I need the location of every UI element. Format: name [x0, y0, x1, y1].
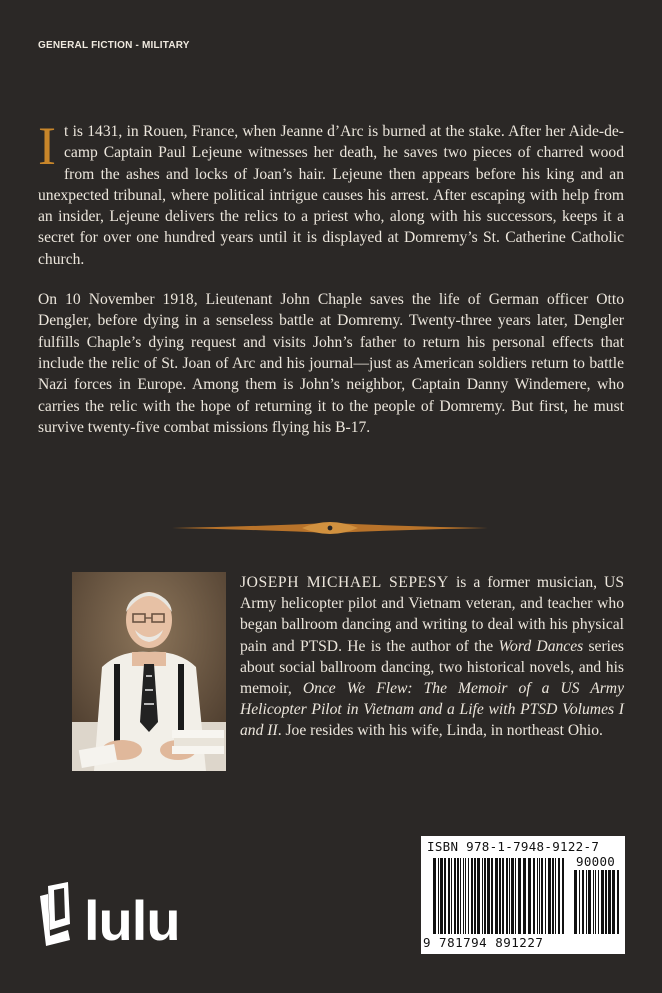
barcode-bar [545, 858, 546, 934]
barcode-bar [471, 858, 473, 934]
barcode-bar [487, 858, 490, 934]
barcode-bar [506, 858, 508, 934]
author-name: JOSEPH MICHAEL SEPESY [240, 574, 449, 591]
barcode-bar [537, 858, 538, 934]
barcode-bar [595, 870, 596, 934]
barcode-bar [463, 858, 464, 934]
barcode-bar [444, 858, 446, 934]
barcode-bar [601, 870, 604, 934]
author-photo [72, 572, 226, 771]
barcode-bar [523, 858, 526, 934]
barcode-bar [605, 870, 607, 934]
drop-cap: I [38, 116, 56, 176]
ean13-bars [433, 858, 564, 934]
barcode-bar [574, 870, 577, 934]
barcode-bar [539, 858, 540, 934]
barcode-bar [593, 870, 594, 934]
barcode-bar [438, 858, 439, 934]
price-code: 90000 [576, 854, 616, 869]
barcode-bar [552, 858, 554, 934]
barcode-bar [582, 870, 584, 934]
barcode-bar [474, 858, 476, 934]
barcode-bar [558, 858, 560, 934]
barcode-bar [465, 858, 466, 934]
barcode-bar [484, 858, 486, 934]
bio-text-3: . Joe resides with his wife, Linda, in northeast Ohio. [277, 722, 603, 740]
barcode-bar [482, 858, 483, 934]
barcode-bar [451, 858, 452, 934]
barcode-bar [457, 858, 459, 934]
barcode-bar [495, 858, 498, 934]
isbn-barcode [421, 836, 625, 954]
blurb-paragraph-1-text: t is 1431, in Rouen, France, when Jeanne d’Arc is burned at the stake. After her Aide-de-camp Captain Paul Lejeune witnesses her death, he saves two pieces of charred wood from the ashes and locks of Joan’s hair. Lejeune then appears before his king and an unexpected tribunal, where political intrigue causes his arrest. After escaping with help from an insider, Lejeune delivers the relics to a priest who, along with his successors, keeps it a secret for over one hundred years until it is displayed at Domremy’s St. Catherine Catholic church. [38, 123, 624, 268]
barcode-bar [579, 870, 580, 934]
barcode-bar [528, 858, 531, 934]
barcode-bar [499, 858, 501, 934]
author-bio [240, 572, 624, 742]
barcode-bar [612, 870, 615, 934]
book-blurb [38, 116, 624, 457]
barcode-bar [448, 858, 450, 934]
barcode-bar [598, 870, 599, 934]
isbn-label: ISBN 978-1-7948-9122-7 [427, 839, 600, 854]
barcode-bar [509, 858, 510, 934]
lulu-logo [38, 880, 228, 950]
barcode-bar [518, 858, 521, 934]
barcode-bar [460, 858, 461, 934]
blurb-paragraph-1 [38, 116, 624, 270]
ornamental-divider [170, 521, 490, 535]
barcode-bar [477, 858, 480, 934]
barcode-bar [502, 858, 504, 934]
barcode-bar [491, 858, 493, 934]
barcode-bar [533, 858, 535, 934]
barcode-bar [588, 870, 591, 934]
barcode-bar [454, 858, 456, 934]
barcode-bar [548, 858, 551, 934]
addon-bars [574, 870, 619, 934]
barcode-bar [617, 870, 619, 934]
barcode-bar [541, 858, 543, 934]
barcode-digits: 9 781794 891227 [423, 935, 544, 950]
blurb-paragraph-2: On 10 November 1918, Lieutenant John Chaple saves the life of German officer Otto Dengler, before dying in a senseless battle at Domremy. Twenty-three years later, Dengler fulfills Chaple’s dying request and visits John’s father to return his personal effects that include the relic of St. Joan of Arc and his journal—just as American soldiers return to battle Nazi forces in Europe. Among them is John’s neighbor, Captain Danny Windemere, who carries the relic with the hope of returning it to the people of Domremy. But first, he must survive twenty-five combat missions flying his B-17. [38, 291, 624, 436]
barcode-bar [440, 858, 443, 934]
series-title: Word Dances [498, 637, 584, 655]
lulu-book-icon [40, 882, 70, 946]
bio-text-1: is a former musician, US Army helicopter pilot and Vietnam veteran, and teacher who began ballroom dancing and writing to deal with his physical pain and PTSD. He is the author of the [240, 574, 624, 655]
barcode-bar [433, 858, 436, 934]
barcode-bar [562, 858, 564, 934]
barcode-bar [586, 870, 587, 934]
logo-wordmark: lulu [84, 889, 180, 950]
memoir-title: Once We Flew: The Memoir of a US Army Helicopter Pilot in Vietnam and a Life with PTSD Volumes I and II [240, 680, 624, 740]
bio-text-2: series about social ballroom dancing, two historical novels, and his memoir, [240, 637, 624, 698]
barcode-bar [608, 870, 611, 934]
barcode-bar [468, 858, 469, 934]
barcode-bar [515, 858, 516, 934]
genre-label: GENERAL FICTION - MILITARY [38, 40, 190, 51]
barcode-bar [511, 858, 514, 934]
barcode-bar [555, 858, 556, 934]
